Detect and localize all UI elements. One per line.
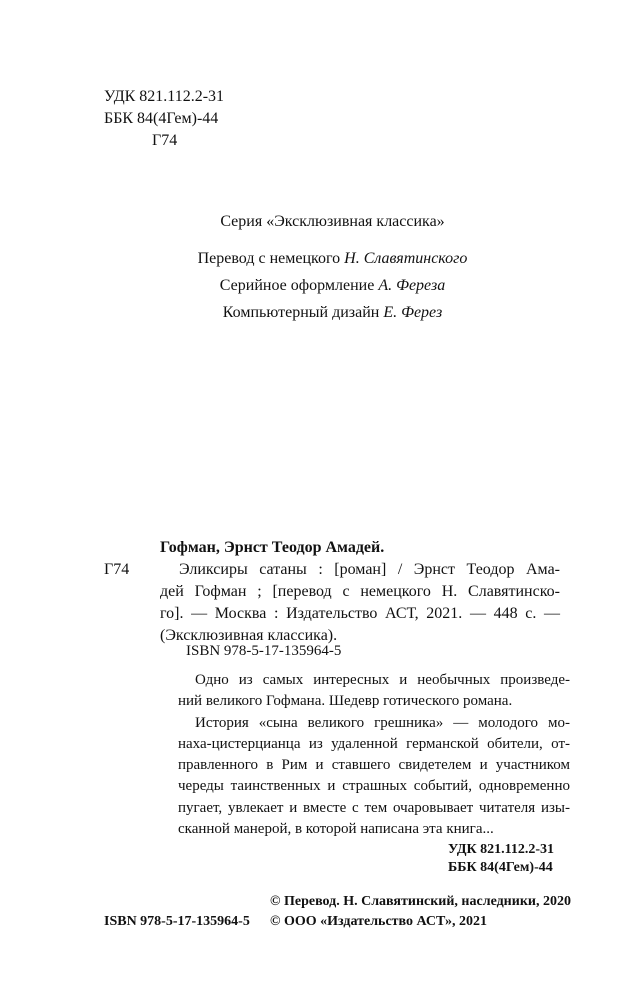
bibliographic-line: дей Гофман ; [перевод с немецкого Н. Славятинско- [160,583,560,600]
annotation-line: История «сына великого грешника» — молодого мо- [195,714,570,731]
annotation-line: Одно из самых интересных и необычных произведе- [195,672,570,688]
design-label: Серийное оформление [219,277,375,294]
bbk-code: ББК 84(4Гем)-44 [104,110,219,127]
bibliographic-line: го]. — Москва : Издательство АСТ, 2021. — 448 с. — [160,605,560,622]
copyright-publisher: © ООО «Издательство АСТ», 2021 [270,914,488,929]
computer-design-label: Компьютерный дизайн [222,304,380,321]
bibliographic-line: (Эксклюзивная классика). [160,627,338,644]
copyright-translation: © Перевод. Н. Славятинский, наследники, 2020 [270,894,571,909]
annotation-udk: УДК 821.112.2-31 [448,842,555,857]
designer-name: А. Фереза [378,277,446,294]
udk-code: УДК 821.112.2-31 [104,88,225,105]
copyright-isbn: ISBN 978-5-17-135964-5 [104,914,250,929]
series-line: Серия «Эксклюзивная классика» [220,213,445,230]
annotation-line: правленного в Рим и ставшего свидетелем и участником [178,757,570,774]
annotation-bbk: ББК 84(4Гем)-44 [448,860,553,875]
credits-design [0,275,632,297]
translation-label: Перевод с немецкого [197,250,341,267]
bibliographic-description [160,559,560,647]
credits-translation [0,248,632,270]
annotation-line: сканной манерой, в которой написана эта книга... [178,821,494,838]
author-heading: Гофман, Эрнст Теодор Амадей. [160,539,385,556]
annotation-line: наха-цистерцианца из удаленной германской обители, от- [178,735,570,752]
isbn-line: ISBN 978-5-17-135964-5 [186,643,342,659]
annotation-line: ний великого Гофмана. Шедевр готического романа. [178,693,513,710]
credits-computer [0,302,632,324]
computer-designer-name: Е. Ферез [383,304,443,321]
credits-block [0,211,632,233]
bibliographic-author-mark: Г74 [104,561,130,578]
annotation-block [178,670,570,840]
annotation-line: череды таинственных и страшных событий, одновременно [178,778,570,795]
translator-name: Н. Славятинского [344,250,468,267]
bibliographic-line: Эликсиры сатаны : [роман] / Эрнст Теодор Ама- [179,561,560,578]
annotation-line: пугает, увлекает и вместе с тем очаровывает читателя изы- [178,799,570,816]
author-mark: Г74 [152,132,178,149]
